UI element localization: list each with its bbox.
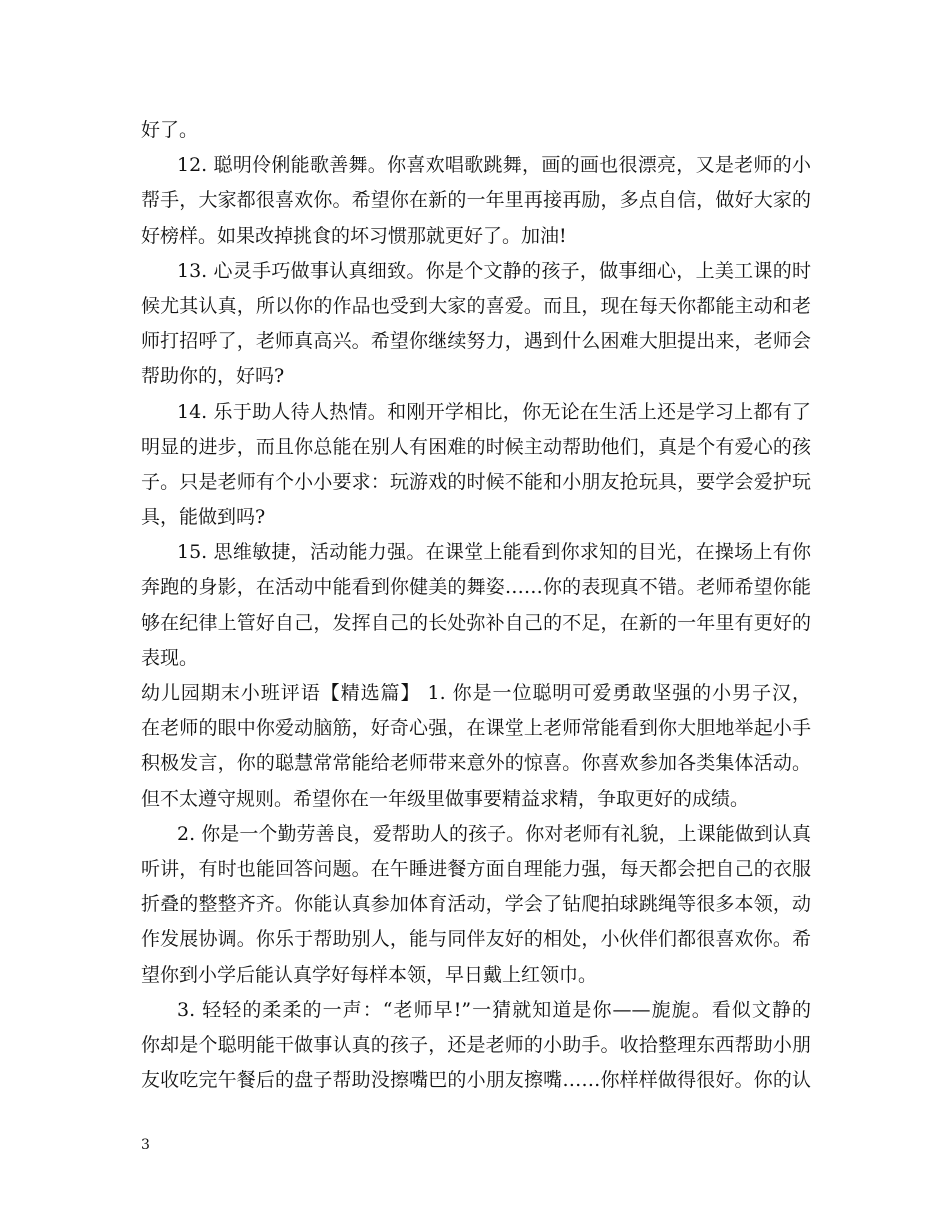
text-line: 13. 心灵手巧做事认真细致。你是个文静的孩子，做事细心，上美工课的时 bbox=[177, 259, 811, 282]
text-line: 12. 聪明伶俐能歌善舞。你喜欢唱歌跳舞，画的画也很漂亮，又是老师的小 bbox=[177, 154, 811, 177]
text-line: 好榜样。如果改掉挑食的坏习惯那就更好了。加油! bbox=[141, 224, 567, 247]
document-body bbox=[141, 113, 811, 1098]
text-line: 3. 轻轻的柔柔的一声：“老师早!”一猜就知道是你——旎旎。看似文静的 bbox=[177, 998, 811, 1021]
text-line: 作发展协调。你乐于帮助别人，能与同伴友好的相处，小伙伴们都很喜欢你。希 bbox=[141, 928, 811, 951]
text-line: 帮助你的，好吗? bbox=[141, 365, 285, 388]
text-line: 你却是个聪明能干做事认真的孩子，还是老师的小助手。收拾整理东西帮助小朋 bbox=[141, 1033, 811, 1056]
text-line: 15. 思维敏捷，活动能力强。在课堂上能看到你求知的目光，在操场上有你 bbox=[177, 541, 811, 564]
text-line: 在老师的眼中你爱动脑筋，好奇心强，在课堂上老师常能看到你大胆地举起小手 bbox=[141, 717, 811, 740]
text-line: 帮手，大家都很喜欢你。希望你在新的一年里再接再励，多点自信，做好大家的 bbox=[141, 189, 811, 212]
text-line: 表现。 bbox=[141, 646, 199, 669]
text-line: 候尤其认真，所以你的作品也受到大家的喜爱。而且，现在每天你都能主动和老 bbox=[141, 294, 811, 317]
text-line: 好了。 bbox=[141, 119, 199, 141]
text-line: 友收吃完午餐后的盘子帮助没擦嘴巴的小朋友擦嘴……你样样做得很好。你的认 bbox=[141, 1069, 811, 1092]
text-line: 折叠的整整齐齐。你能认真参加体育活动，学会了钻爬拍球跳绳等很多本领，动 bbox=[141, 893, 811, 916]
text-line: 够在纪律上管好自己，发挥自己的长处弥补自己的不足，在新的一年里有更好的 bbox=[141, 611, 811, 634]
text-line: 2. 你是一个勤劳善良，爱帮助人的孩子。你对老师有礼貌，上课能做到认真 bbox=[177, 822, 811, 845]
text-line: 具，能做到吗? bbox=[141, 506, 266, 529]
text-line: 师打招呼了，老师真高兴。希望你继续努力，遇到什么困难大胆提出来，老师会 bbox=[141, 330, 811, 353]
text-line: 但不太遵守规则。希望你在一年级里做事要精益求精，争取更好的成绩。 bbox=[141, 787, 750, 810]
text-line: 奔跑的身影，在活动中能看到你健美的舞姿……你的表现真不错。老师希望你能 bbox=[141, 576, 811, 599]
text-line: 幼儿园期末小班评语【精选篇】 1. 你是一位聪明可爱勇敢坚强的小男子汉， bbox=[141, 682, 811, 704]
page-number: 3 bbox=[141, 1137, 150, 1153]
text-line: 子。只是老师有个小小要求：玩游戏的时候不能和小朋友抢玩具，要学会爱护玩 bbox=[141, 470, 811, 493]
text-line: 望你到小学后能认真学好每样本领，早日戴上红领巾。 bbox=[141, 963, 598, 986]
text-line: 14. 乐于助人待人热情。和刚开学相比，你无论在生活上还是学习上都有了 bbox=[177, 400, 811, 423]
text-line: 听讲，有时也能回答问题。在午睡进餐方面自理能力强，每天都会把自己的衣服 bbox=[141, 857, 811, 880]
text-line: 积极发言，你的聪慧常常能给老师带来意外的惊喜。你喜欢参加各类集体活动。 bbox=[141, 752, 811, 775]
text-line: 明显的进步，而且你总能在别人有困难的时候主动帮助他们，真是个有爱心的孩 bbox=[141, 435, 811, 458]
